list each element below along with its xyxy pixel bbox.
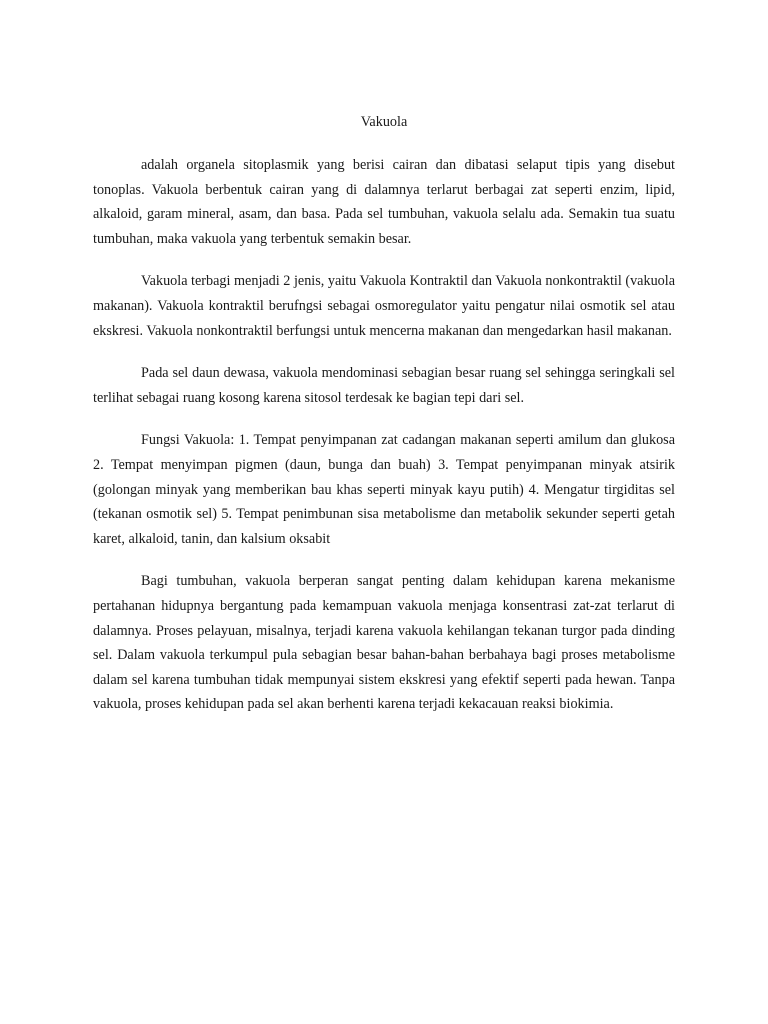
paragraph-mature-leaf-cells: Pada sel daun dewasa, vakuola mendominasi sebagian besar ruang sel sehingga seringkali sel terlihat sebagai ruang kosong karena sitosol terdesak ke bagian tepi dari sel. <box>93 365 675 406</box>
paragraph-functions: Fungsi Vakuola: 1. Tempat penyimpanan zat cadangan makanan seperti amilum dan glukosa 2. Tempat menyimpan pigmen (daun, bunga dan buah) 3. Tempat penyimpanan minyak atsirik (golongan minyak yang memberikan bau khas seperti minyak kayu putih) 4. Mengatur tirgiditas sel (tekanan osmotik sel) 5. Tempat penimbunan sisa metabolisme dan metabolik sekunder seperti getah karet, alkaloid, tanin, dan kalsium oksabit <box>93 432 675 547</box>
page-title: Vakuola <box>360 114 408 130</box>
document-body <box>93 153 675 735</box>
paragraph-types: Vakuola terbagi menjadi 2 jenis, yaitu Vakuola Kontraktil dan Vakuola nonkontraktil (vakuola makanan). Vakuola kontraktil berufngsi sebagai osmoregulator yaitu pengatur nilai osmotik sel atau ekskresi. Vakuola nonkontraktil berfungsi untuk mencerna makanan dan mengedarkan hasil makanan. <box>93 273 675 339</box>
paragraph-definition: adalah organela sitoplasmik yang berisi cairan dan dibatasi selaput tipis yang disebut tonoplas. Vakuola berbentuk cairan yang di dalamnya terlarut berbagai zat seperti enzim, lipid, alkaloid, garam mineral, asam, dan basa. Pada sel tumbuhan, vakuola selalu ada. Semakin tua suatu tumbuhan, maka vakuola yang terbentuk semakin besar. <box>93 157 675 247</box>
paragraph-importance: Bagi tumbuhan, vakuola berperan sangat penting dalam kehidupan karena mekanisme pertahanan hidupnya bergantung pada kemampuan vakuola menjaga konsentrasi zat-zat terlarut di dalamnya. Proses pelayuan, misalnya, terjadi karena vakuola kehilangan tekanan turgor pada dinding sel. Dalam vakuola terkumpul pula sebagian besar bahan-bahan berbahaya bagi proses metabolisme dalam sel karena tumbuhan tidak mempunyai sistem ekskresi yang efektif seperti pada hewan. Tanpa vakuola, proses kehidupan pada sel akan berhenti karena terjadi kekacauan reaksi biokimia. <box>93 573 675 713</box>
